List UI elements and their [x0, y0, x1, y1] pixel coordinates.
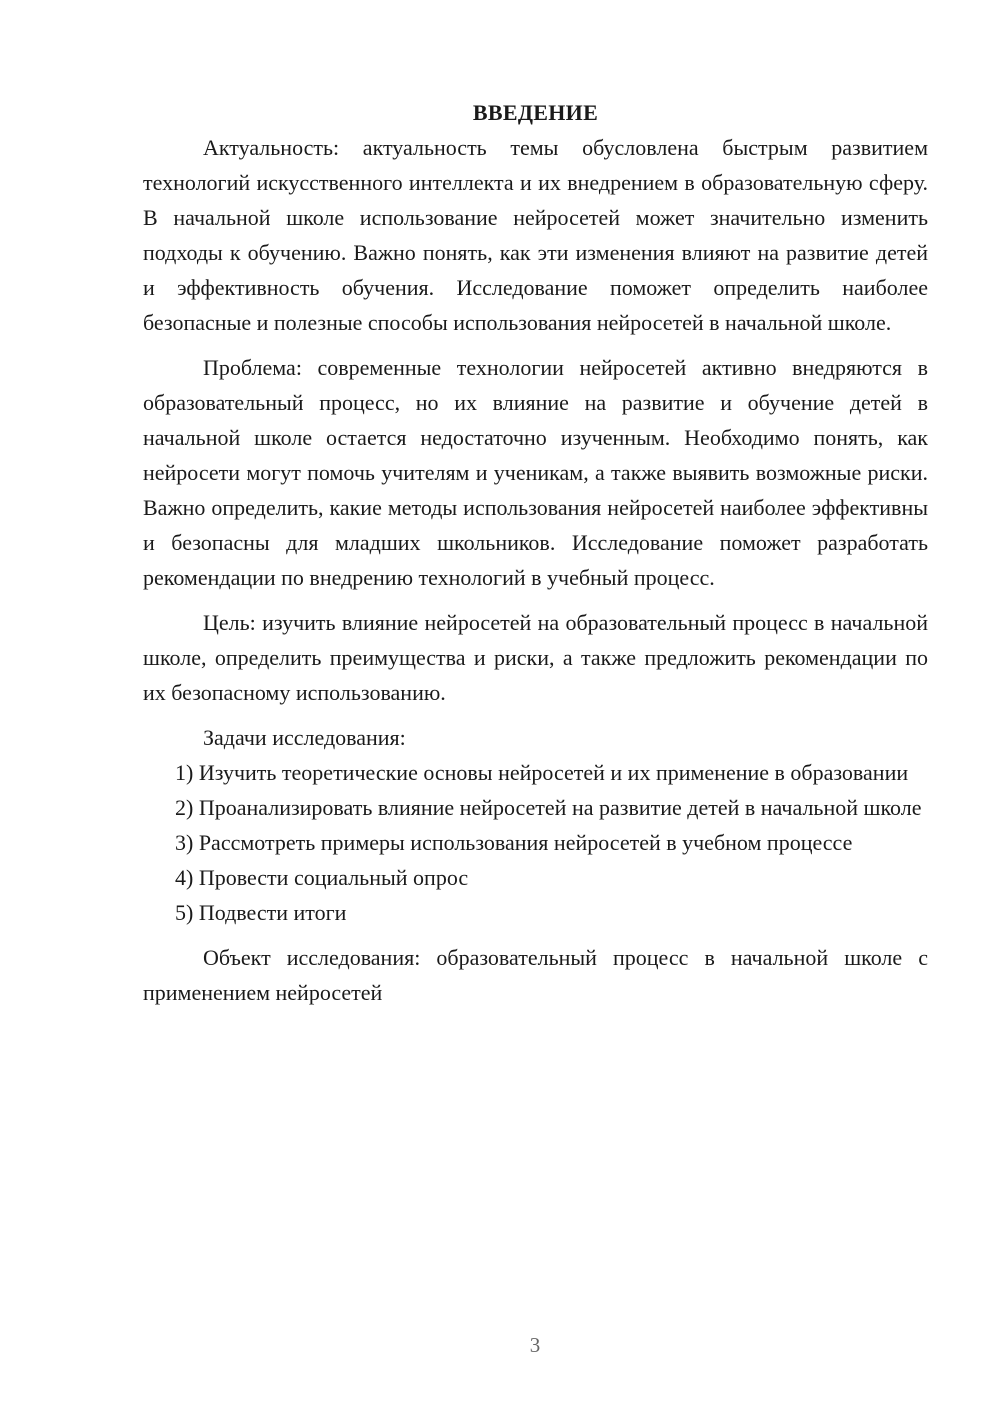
task-item-1: 1) Изучить теоретические основы нейросетей и их применение в образовании — [175, 760, 909, 785]
object-paragraph: Объект исследования: образовательный процесс в начальной школе с применением нейросетей — [143, 945, 928, 1005]
document-page — [143, 92, 928, 1010]
task-item-4: 4) Провести социальный опрос — [175, 865, 469, 890]
goal-paragraph: Цель: изучить влияние нейросетей на образовательный процесс в начальной школе, определить преимущества и риски, а также предложить рекомендации по их безопасному использованию. — [143, 610, 928, 705]
task-item-2: 2) Проанализировать влияние нейросетей на развитие детей в начальной школе — [175, 795, 922, 820]
task-item-3: 3) Рассмотреть примеры использования нейросетей в учебном процессе — [175, 830, 853, 855]
section-heading: ВВЕДЕНИЕ — [472, 100, 599, 125]
tasks-title: Задачи исследования: — [203, 725, 406, 750]
relevance-paragraph: Актуальность: актуальность темы обусловлена быстрым развитием технологий искусственного интеллекта и их внедрением в образовательную сферу. В начальной школе использование нейросетей может значительно изменить подходы к обучению. Важно понять, как эти изменения влияют на развитие детей и эффективность обучения. Исследование поможет определить наиболее безопасные и полезные способы использования нейросетей в начальной школе. — [143, 135, 928, 335]
task-item-5: 5) Подвести итоги — [175, 900, 347, 925]
page-number: 3 — [529, 1333, 541, 1357]
problem-paragraph: Проблема: современные технологии нейросетей активно внедряются в образовательный процесс, но их влияние на развитие и обучение детей в начальной школе остается недостаточно изученным. Необходимо понять, как нейросети могут помочь учителям и ученикам, а также выявить возможные риски. Важно определить, какие методы использования нейросетей наиболее эффективны и безопасны для младших школьников. Исследование поможет разработать рекомендации по внедрению технологий в учебный процесс. — [143, 355, 928, 590]
